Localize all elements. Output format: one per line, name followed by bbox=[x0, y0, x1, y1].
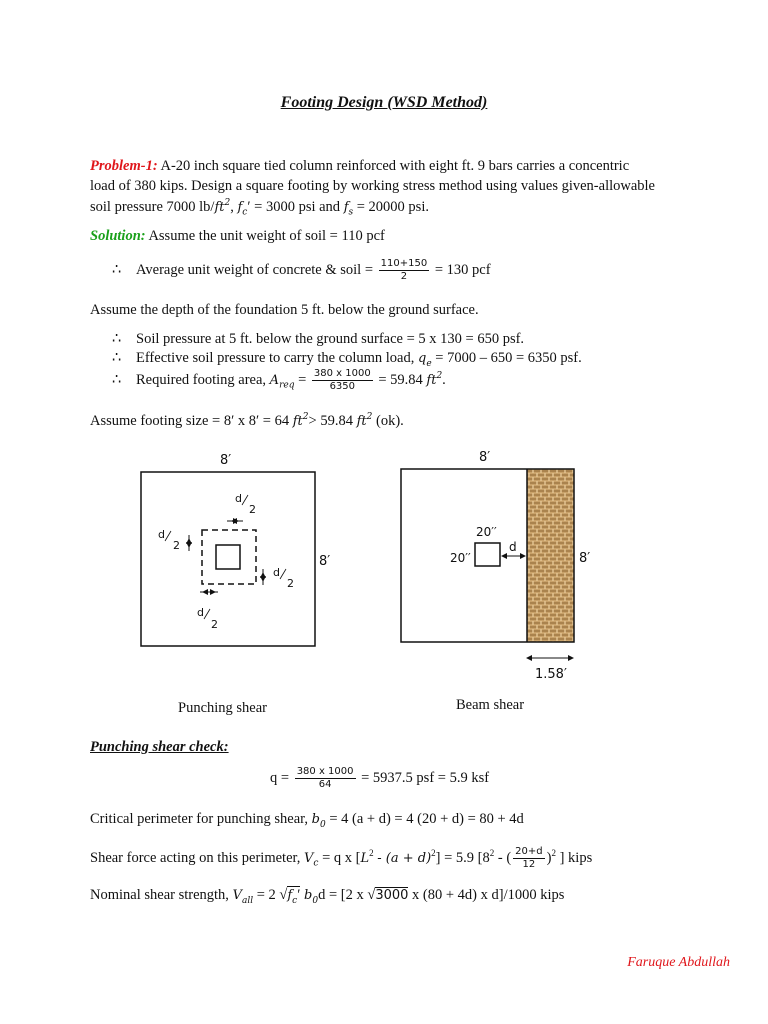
fs-sub: s bbox=[348, 207, 354, 218]
solution-label: Solution: bbox=[90, 228, 146, 244]
problem-label: Problem-1: bbox=[90, 158, 158, 174]
separator: , bbox=[230, 198, 238, 215]
problem-line-2: load of 380 kips. Design a square footing by working stress method using values given-allowable bbox=[90, 178, 655, 194]
fraction bbox=[379, 258, 430, 283]
step-1-prefix: Average unit weight of concrete & soil = bbox=[136, 261, 374, 278]
fc-var: f bbox=[237, 199, 243, 215]
exponent: 2 bbox=[489, 848, 495, 858]
fc-sub: c bbox=[292, 895, 298, 906]
problem-line-1 bbox=[90, 158, 629, 175]
beam-shear-caption: Beam shear bbox=[456, 697, 525, 713]
d-num: d bbox=[273, 566, 280, 579]
d-den: 2 bbox=[249, 503, 256, 516]
fraction bbox=[312, 368, 373, 393]
b0-var: b bbox=[304, 888, 313, 903]
ft-unit: ft bbox=[214, 199, 225, 215]
ft-exponent: 2 bbox=[366, 412, 373, 422]
fc-prime: ′ bbox=[297, 887, 301, 903]
sqrt-3000: √3000 bbox=[367, 887, 409, 903]
fraction bbox=[513, 846, 544, 871]
b0-var: b bbox=[311, 812, 320, 827]
fraction-denominator: 12 bbox=[522, 859, 536, 870]
step-2-text: Soil pressure at 5 ft. below the ground surface = 5 x 130 = 650 psf. bbox=[136, 331, 525, 347]
sqrt-value: 3000 bbox=[375, 888, 409, 903]
areq-var: A bbox=[269, 372, 280, 388]
d-den: 2 bbox=[173, 539, 180, 552]
fc-var: f bbox=[287, 888, 293, 903]
step-3 bbox=[112, 350, 582, 369]
d-num: d bbox=[158, 528, 165, 541]
slash bbox=[204, 609, 210, 619]
punching-shear-heading: Punching shear check: bbox=[90, 739, 229, 755]
step-2 bbox=[112, 331, 524, 348]
depth-line: Assume the depth of the foundation 5 ft. below the ground surface. bbox=[90, 302, 479, 318]
therefore-symbol: ∴ bbox=[112, 261, 122, 278]
vc-sub: c bbox=[313, 858, 319, 869]
column-outline bbox=[475, 543, 500, 566]
beam-shear-diagram bbox=[395, 445, 615, 685]
problem-text-3a: soil pressure 7000 lb/ bbox=[90, 198, 215, 215]
shear-force-prefix: Shear force acting on this perimeter, bbox=[90, 849, 301, 866]
shear-mid-4: - ( bbox=[497, 849, 512, 866]
shear-mid-5: ) bbox=[546, 849, 552, 866]
size-line-c: (ok). bbox=[375, 412, 404, 429]
ft-unit: ft bbox=[426, 372, 437, 388]
step-1 bbox=[112, 258, 491, 283]
step-1-suffix: = 130 pcf bbox=[434, 261, 491, 278]
fraction-denominator: 2 bbox=[400, 271, 408, 282]
size-line-b: > 59.84 bbox=[308, 412, 353, 429]
period: . bbox=[442, 371, 446, 388]
vall-sub: all bbox=[241, 895, 254, 906]
fc-sub: c bbox=[242, 207, 248, 218]
fraction-numerator: 380 x 1000 bbox=[296, 766, 354, 777]
fraction-denominator: 6350 bbox=[329, 381, 356, 392]
fc-prime: ′ bbox=[247, 198, 251, 215]
shear-mid: = q x [ bbox=[322, 849, 361, 866]
column-width-label: 20′′ bbox=[476, 525, 497, 539]
shear-zone-hatch bbox=[527, 469, 574, 642]
step-3-suffix: = 7000 – 650 = 6350 psf. bbox=[435, 350, 582, 366]
therefore-symbol: ∴ bbox=[112, 331, 122, 347]
ft-exponent: 2 bbox=[224, 198, 231, 208]
shear-mid-3: ] = 5.9 [8 bbox=[435, 849, 490, 866]
d-num: d bbox=[197, 606, 204, 619]
therefore-symbol: ∴ bbox=[112, 350, 122, 366]
fraction-numerator: 110+150 bbox=[380, 258, 428, 269]
q-suffix: = 5937.5 psf = 5.9 ksf bbox=[361, 769, 490, 786]
nominal-d: d = [2 x bbox=[318, 887, 364, 903]
qe-sub: e bbox=[426, 358, 432, 369]
perimeter-suffix: = 4 (a + d) = 4 (20 + d) = 80 + 4d bbox=[329, 811, 524, 827]
footing-outline bbox=[141, 472, 315, 646]
critical-perimeter bbox=[202, 530, 256, 584]
b0-sub: 0 bbox=[320, 819, 326, 830]
shear-zone-width-label: 1.58′ bbox=[535, 667, 567, 682]
solution-text: Assume the unit weight of soil = 110 pcf bbox=[148, 228, 385, 244]
size-line-a: Assume footing size = 8′ x 8′ = 64 bbox=[90, 412, 290, 429]
equals: = bbox=[298, 371, 307, 388]
slash bbox=[242, 495, 248, 505]
d-half-label-top bbox=[235, 492, 256, 516]
fraction bbox=[295, 766, 356, 791]
punching-shear-diagram bbox=[120, 445, 350, 655]
punching-shear-caption: Punching shear bbox=[178, 700, 267, 716]
step-4-prefix: Required footing area, bbox=[136, 371, 267, 388]
step-3-prefix: Effective soil pressure to carry the column load, bbox=[136, 350, 415, 366]
qe-var: q bbox=[418, 351, 427, 366]
therefore-symbol: ∴ bbox=[112, 371, 122, 388]
d-half-label-bottom bbox=[197, 606, 218, 631]
column-outline bbox=[216, 545, 240, 569]
q-prefix: q = bbox=[270, 769, 290, 786]
nominal-prefix: Nominal shear strength, bbox=[90, 887, 229, 903]
solution-line bbox=[90, 228, 385, 245]
fraction-denominator: 64 bbox=[318, 779, 332, 790]
perimeter-prefix: Critical perimeter for punching shear, bbox=[90, 811, 309, 827]
perimeter-line bbox=[90, 811, 524, 830]
nominal-strength-line bbox=[90, 887, 564, 906]
shear-force-suffix: ] kips bbox=[559, 849, 593, 866]
ft-unit: ft bbox=[292, 413, 303, 429]
ft-exponent: 2 bbox=[302, 412, 309, 422]
exponent: 2 bbox=[369, 848, 374, 858]
d-num: d bbox=[235, 492, 242, 505]
q-line bbox=[270, 766, 489, 791]
d-label: d bbox=[509, 540, 517, 554]
d-half-label-left bbox=[158, 528, 180, 552]
slash bbox=[280, 569, 286, 579]
footing-width-label: 8′ bbox=[220, 453, 232, 468]
column-height-label: 20′′ bbox=[450, 551, 471, 565]
step-4-suffix: = 59.84 bbox=[378, 371, 423, 388]
footing-side-label: 8′ bbox=[579, 551, 591, 566]
equals-two: = 2 bbox=[256, 887, 276, 903]
l-var: L bbox=[360, 850, 370, 866]
problem-text-3k: = 20000 psi. bbox=[353, 198, 429, 215]
footing-width-label: 8′ bbox=[479, 450, 491, 465]
fs-var: f bbox=[343, 199, 349, 215]
problem-line-3 bbox=[90, 198, 429, 218]
shear-force-line bbox=[90, 846, 592, 871]
shear-mid-2: - (a + d) bbox=[377, 850, 432, 866]
exponent: 2 bbox=[431, 848, 436, 858]
sqrt-fc: $√f_c'$ bbox=[279, 887, 301, 906]
d-half-label-right bbox=[273, 566, 294, 590]
step-4 bbox=[112, 368, 446, 393]
vc-var: V bbox=[304, 850, 314, 866]
ft-unit: ft bbox=[356, 413, 367, 429]
fraction-numerator: 380 x 1000 bbox=[313, 368, 371, 379]
problem-text-1: A-20 inch square tied column reinforced with eight ft. 9 bars carries a concentric bbox=[160, 158, 630, 174]
size-line bbox=[90, 412, 404, 430]
author-name: Faruque Abdullah bbox=[627, 955, 730, 970]
exponent: 2 bbox=[551, 848, 556, 858]
areq-sub: req bbox=[279, 380, 295, 391]
footing-side-label: 8′ bbox=[319, 554, 331, 569]
sqrt-radicand bbox=[287, 886, 301, 906]
d-den: 2 bbox=[287, 577, 294, 590]
slash bbox=[165, 531, 171, 541]
b0-sub: 0 bbox=[312, 895, 319, 906]
vall-var: V bbox=[232, 888, 242, 903]
nominal-suffix: x (80 + 4d) x d]/1000 kips bbox=[412, 887, 565, 903]
page-title: Footing Design (WSD Method) bbox=[280, 94, 488, 111]
ft-exponent: 2 bbox=[436, 371, 443, 381]
fraction-numerator: 20+d bbox=[515, 846, 543, 857]
problem-text-3h: = 3000 psi and bbox=[250, 198, 344, 215]
d-den: 2 bbox=[211, 618, 218, 631]
